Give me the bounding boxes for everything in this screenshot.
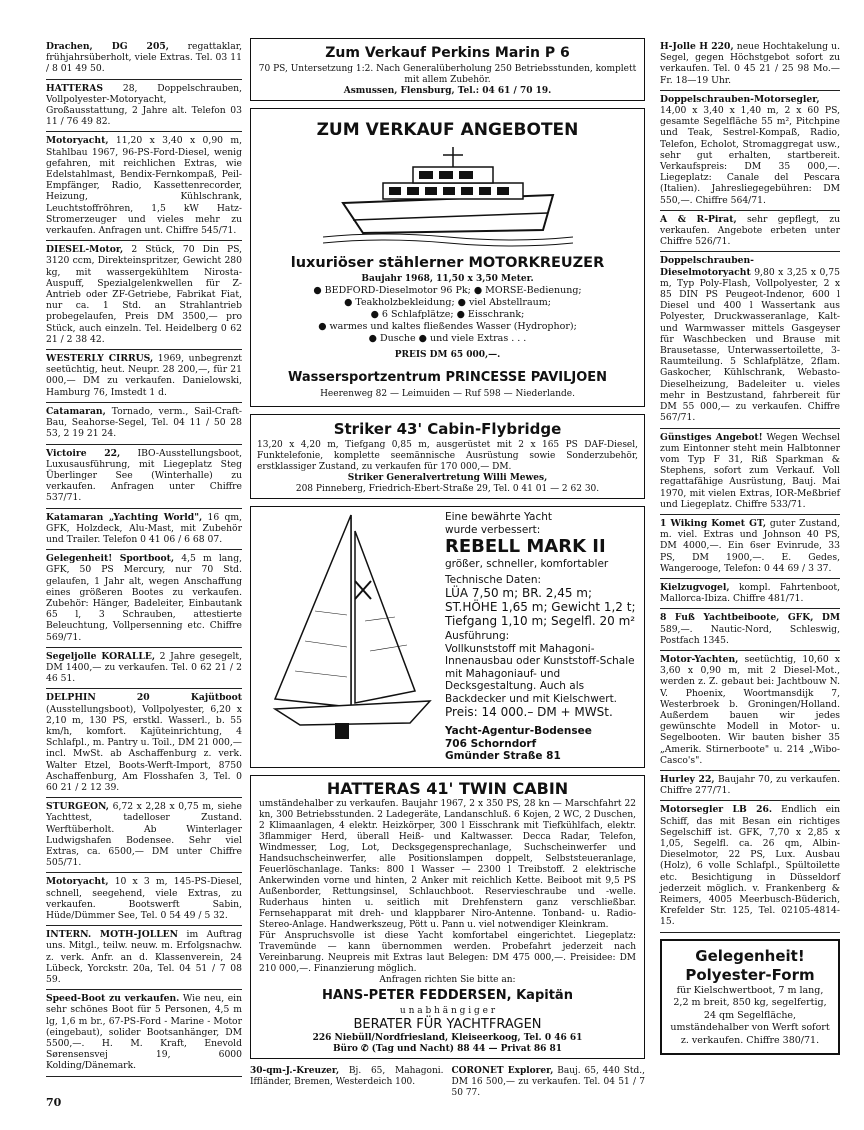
rebell-data-head: Technische Daten: xyxy=(445,573,542,586)
left-column xyxy=(46,38,242,1077)
polyester-title: Polyester-Form xyxy=(685,965,815,984)
hatteras41-office: Büro ✆ (Tag und Nacht) 88 44 — Privat 86 81 xyxy=(332,1043,563,1054)
rebell-title: REBELL MARK II xyxy=(445,536,606,557)
ad-text: 589,—. Nautic-Nord, Schleswig, Postfach 1345. xyxy=(660,623,840,646)
feature-line: ● Teakholzbekleidung; ● viel Abstellraum; xyxy=(344,297,551,308)
rebell-dealer: Gmünder Straße 81 xyxy=(445,750,561,762)
ad-lead: Motorsegler LB 26. xyxy=(660,804,773,816)
striker-title: Striker 43' Cabin-Flybridge xyxy=(333,420,562,438)
ad-text: Wegen Wechsel zum Eintonner steht mein Halbtonner vom Typ F 31, Riß Sparkman & Stephens, sofort zum Verkauf. Voll regattafähige Ausrüstung, Bauj. Mai 1970, mit vielen Extras, IOR-Meßbrief und Liegeplatz. Chiffre 533/71. xyxy=(660,431,840,510)
polyester-body: für Kielschwertboot, 7 m lang, 2,2 m breit, 850 kg, segelfertig, 24 qm Segelfläche, umständehalber von Werft sofort z. verkaufen. Chiffre 380/71. xyxy=(670,984,830,1046)
classified-ad xyxy=(46,798,242,873)
ad-lead: Günstiges Angebot! xyxy=(660,431,763,443)
ad-lead: Doppelschrauben-Dieselmotoryacht xyxy=(660,255,754,278)
ad-text: 11,20 x 3,40 x 0,90 m, Stahlbau 1967, 96-PS-Ford-Diesel, wenig gefahren, mit reichlichen Extras, wie Edelstahlmast, Bendix-Fernkompaß, Peil-Empfänger, Radio, Kassettenrecorder, Heizung, Kühlschrank, Leuchtstoffröhren, 1,5 kW Hatz-Stromerzeuger und vieles mehr zu verkaufen. Anfragen unt. Chiffre 545/71. xyxy=(46,135,243,237)
motorkreuzer-header: ZUM VERKAUF ANGEBOTEN xyxy=(316,120,579,140)
ad-text: Endlich ein Schiff, das mit Besan ein richtiges Segelschiff ist. GFK, 7,70 x 2,85 x 1,05, Segelfl. ca. 26 qm, Albin-Dieselmotor, 22 PS, Lux. Ausbau (Holz), 6 volle Schlafpl., Spültoilette etc. Besichtigung in Düsseldorf jederzeit möglich. v. Frankenberg & Reimers, 4005 Meerbusch-Büderich, Krefelder Str. 125, Tel. 02105-4814-15. xyxy=(660,804,840,928)
classified-ad xyxy=(46,445,242,509)
classified-ad xyxy=(46,990,242,1076)
ad-text: (Ausstellungsboot), Vollpolyester, 6,20 x 2,10 m, 130 PS, erstkl. Wasserl., b. 55 km/h, komfort. Kajüteinrichtung, 4 Schlafpl., m. Pantry u. Toil., DM 21 000,— incl. MwSt. ab Aschaffenburg z. verk. Walter Etzel, Boots-Werft-Import, 8750 Aschaffenburg, Am Flosshafen 3, Tel. 0 60 21 / 2 12 39. xyxy=(46,703,242,793)
hatteras41-body: umständehalber zu verkaufen. Baujahr 1967, 2 x 350 PS, 28 kn — Marschfahrt 22 kn, 300 Betriebsstunden. 2 Ladegeräte, Landanschluß. 6 Kojen, 2 WC, 2 Duschen, 2 Klimaanlagen, 4 elektr. Heizkörper, 300 l Eisschrank mit Tiefkühlfach, elektr. 3flammiger Herd, überall Heiß- und Kaltwasser. Decca Radar, Telefon, Windmesser, Log, Lot, Decksgegensprechanlage, Suchscheinwerfer und Handsuchscheinwerfer, alle Positionslampen doppelt, Selbststeueranlage, Feuerlöschanlage. Tanks: 800 l Wasser — 2300 l Treibstoff. 2 elektrische Ankerwinden vorne und hinten, 2 Anker mit reichlich Kette. Beiboot mit 9,5 PS Außenborder, Rettungsinsel, Schlauchboot. Reservieschraube und -welle. Ruderhaus hinten u. seitlich mit Drehfenstern ganz verschließbar. Fernsehapparat mit dreh- und klappbarer Niro-Antenne. Tonband- u. Radio-Stereo-Anlage. Handwerkszeug, Pött u. Pann u. viel notwendiger Kleinkram. xyxy=(259,798,636,930)
ad-lead: DIESEL-Motor, xyxy=(46,244,124,256)
rebell-dealer: Yacht-Agentur-Bodensee xyxy=(445,725,592,737)
ad-text: IBO-Ausstellungsboot, Luxusausführung, mit Liegeplatz Steg Überlinger See (Winterhalle) zu verkaufen. Anfragen unter Chiffre 537/71. xyxy=(46,447,242,504)
classified-ad xyxy=(250,1066,444,1099)
rebell-data: Tiefgang 1,10 m; Segelfl. 20 m² xyxy=(445,614,636,628)
perkins-title: Zum Verkauf Perkins Marin P 6 xyxy=(325,45,570,61)
ad-text: im Auftrag uns. Mitgl., teilw. neuw. m. Erfolgsnachw. z. verk. Anfr. an d. Klassenverein, 24 Lübeck, Yorckstr. 20a, Tel. 04 51 / 7 08 59. xyxy=(46,929,242,986)
ad-lead: Gelegenheit! Sportboot, xyxy=(46,553,175,565)
ad-lead: Motor-Yachten, xyxy=(660,653,739,665)
motorkreuzer-sub: Baujahr 1968, 11,50 x 3,50 Meter. xyxy=(361,274,534,284)
ad-lead: Hurley 22, xyxy=(660,773,715,785)
ad-lead: 8 Fuß Yachtbeiboote, GFK, DM xyxy=(660,612,840,624)
rebell-text xyxy=(441,511,640,763)
striker-rep: Striker Generalvertretung Willi Mewes, xyxy=(347,473,548,483)
ad-lead: INTERN. MOTH-JOLLEN xyxy=(46,929,179,941)
motorkreuzer-dealer: Wassersportzentrum PRINCESSE PAVILJOEN xyxy=(287,370,608,385)
hatteras41-spaced: u n a b h ä n g i g e r xyxy=(399,1005,496,1016)
classified-ad xyxy=(46,509,242,551)
rebell-ad xyxy=(250,506,645,768)
classified-ad xyxy=(660,429,840,515)
striker-body: 13,20 x 4,20 m, Tiefgang 0,85 m, ausgerüstet mit 2 x 165 PS DAF-Diesel, Funktelefonie, komplette seemännische Ausrüstung sowie Sonderzubehör, erstklassiger Zustand, zu verkaufen für 170 000,— DM. xyxy=(257,440,638,472)
classified-ad xyxy=(660,609,840,651)
rebell-price: Preis: 14 000.– DM + MWSt. xyxy=(445,705,613,719)
ad-text: Tornado, verm., Sail-Craft-Bau, Seahorse-Segel, Tel. 04 11 / 50 28 53, 2 19 21 24. xyxy=(46,405,243,440)
ad-text: 6,72 x 2,28 x 0,75 m, siehe Yachttest, tadelloser Zustand. Werftüberholt. Ab Winterlager Ludwigshafen Bodensee. Sehr viel Extras, ca. 6500,— DM unter Chiffre 505/71. xyxy=(46,801,242,869)
ad-lead: Doppelschrauben-Motorsegler, xyxy=(660,93,820,105)
feature-line: ● Dusche ● und viele Extras . . . xyxy=(368,333,527,344)
hatteras41-title: HATTERAS 41' TWIN CABIN xyxy=(326,778,569,798)
motorkreuzer-address: Heerenweg 82 — Leimuiden — Ruf 598 — Niederlande. xyxy=(320,389,575,399)
ad-text: 16 qm, GFK, Holzdeck, Alu-Mast, mit Zubehör und Trailer. Telefon 0 41 06 / 6 68 07. xyxy=(46,511,243,545)
ad-text: 9,80 x 3,25 x 0,75 m, Typ Poly-Flash, Vollpolyester, 2 x 85 DIN PS Peugeot-Indenor, 600 l Diesel und 400 l Wassertank aus Polyester, Druckwasseranlage, Kalt- und Warmwasser mittels Gasgeyser für Waschbecken und Brause mit Brausetasse, Unterwassertoilette, 3-Raumteilung. 5 Schlafplätze, 2flam. Gaskocher, Kühlschrank, Webasto-Dieselheizung, Badeleiter u. vieles mehr in Bestzustand, fahrbereit für DM 55 000,— zu verkaufen. Chiffre 567/71. xyxy=(660,266,840,424)
ad-text: 28, Doppelschrauben, Vollpolyester-Motoryacht, Großausstattung, 2 Jahre alt. Telefon 03 11 / 76 49 82. xyxy=(46,82,242,128)
page-number: 70 xyxy=(46,1096,62,1109)
ad-text: sehr gepflegt, zu verkaufen. Angebote erbeten unter Chiffre 526/71. xyxy=(660,213,841,248)
classified-ad xyxy=(660,211,840,253)
ad-lead: HATTERAS xyxy=(46,82,104,94)
ad-lead: Kielzugvogel, xyxy=(660,581,730,593)
rebell-ausf: Vollkunststoff mit Mahagoni-Innenausbau oder Kunststoff-Schale mit Mahagoniauf- und Decksgestaltung. Auch als Backdecker und mit Kielschwert. xyxy=(445,642,635,705)
ad-lead: Catamaran, xyxy=(46,405,106,417)
ad-lead: DELPHIN 20 Kajütboot xyxy=(46,692,242,704)
ad-lead: WESTERLY CIRRUS, xyxy=(46,353,154,365)
ad-lead: H-Jolle H 220, xyxy=(660,41,734,52)
hatteras41-ad xyxy=(250,775,645,1059)
classified-ad xyxy=(46,80,242,133)
polyester-ad xyxy=(660,939,840,1056)
ad-text: Wie neu, ein sehr schönes Boot für 5 Personen, 4,5 m lg, 1,6 m br., 67-PS-Ford - Marine - Motor (eingebaut), solider Bootsanhänger, DM 5500,—. H. M. Kraft, Enevold Sørensensvej 19, 6000 Kolding/Dänemark. xyxy=(46,993,243,1072)
ad-text: 1969, unbegrenzt seetüchtig, heut. Neupr. 28 200,—, für 21 000,— DM zu verkaufen. Danielowski, Hamburg 76, Imstedt 1 d. xyxy=(46,353,242,398)
classified-ad xyxy=(660,801,840,932)
hatteras41-firm: BERATER FÜR YACHTFRAGEN xyxy=(353,1016,542,1032)
classified-ad xyxy=(46,132,242,241)
ad-lead: Speed-Boot zu verkaufen. xyxy=(46,993,180,1005)
hatteras41-body2: Für Anspruchsvolle ist diese Yacht komfortabel eingerichtet. Liegeplatz: Travemünde — kann übernommen werden. Probefahrt jederzeit nach Vereinbarung. Neupreis mit Extras laut Belegen: DM 475 000,—. Preisidee: DM 210 000,—. Finanzierung möglich. xyxy=(259,930,636,974)
ad-text: 10 x 3 m, 145-PS-Diesel, schnell, seegehend, viele Extras, zu verkaufen. Bootswerft Sabin, Hüde/Dümmer See, Tel. 0 54 49 / 5 32. xyxy=(46,876,243,922)
ad-lead: A & R-Pirat, xyxy=(660,213,737,225)
ad-text: 14,00 x 3,40 x 1,40 m, 2 x 60 PS, gesamte Segelfläche 55 m², Pitchpine und Teak, Sestrel-Kompaß, Radio, Telefon, Echolot, Stromaggregat usw., sehr gut erhalten, startbereit. Verkaufspreis: DM 35 000,—. Liegeplatz: Canale del Pescara (Italien). Jahresliegegebühren: DM 550,—. Chiffre 564/71. xyxy=(660,105,840,206)
perkins-sign: Asmussen, Flensburg, Tel.: 04 61 / 70 19. xyxy=(343,86,552,96)
ad-lead: CORONET Explorer, xyxy=(451,1065,554,1076)
rebell-intro: Eine bewährte Yacht xyxy=(445,511,552,523)
classified-ad xyxy=(660,91,840,211)
ad-lead: Motoryacht, xyxy=(46,135,109,147)
perkins-body: 70 PS, Untersetzung 1:2. Nach Generalüberholung 250 Betriebsstunden, komplett mit allem Zubehör. xyxy=(258,64,637,85)
classified-ad xyxy=(660,771,840,801)
classified-ad xyxy=(46,648,242,690)
striker-ad xyxy=(250,414,645,499)
ad-lead: Segeljolle KORALLE, xyxy=(46,650,156,662)
ad-text: Baujahr 70, zu verkaufen. Chiffre 277/71. xyxy=(660,773,840,797)
perkins-ad xyxy=(250,38,645,101)
feature-line: ● BEDFORD-Dieselmotor 96 Pk; ● MORSE-Bedienung; xyxy=(313,285,582,296)
ad-lead: Victoire 22, xyxy=(46,447,121,459)
feature-line: ● warmes und kaltes fließendes Wasser (Hydrophor); xyxy=(318,321,577,332)
right-column xyxy=(660,38,840,1055)
classified-ad xyxy=(452,1066,646,1099)
rebell-ausf-head: Ausführung: xyxy=(445,630,510,642)
striker-address: 208 Pinneberg, Friedrich-Ebert-Straße 29, Tel. 0 41 01 — 2 62 30. xyxy=(295,484,600,494)
rebell-data: ST.HÖHE 1,65 m; Gewicht 1,2 t; xyxy=(445,600,636,614)
motorkreuzer-ad xyxy=(250,108,645,407)
polyester-title: Gelegenheit! xyxy=(695,946,805,965)
ad-text: Bauj. 65, 440 Std., DM 16 500,— zu verkaufen. Tel. 04 51 / 7 50 77. xyxy=(451,1065,645,1098)
classified-ad xyxy=(46,550,242,648)
ad-lead: 30-qm-J.-Kreuzer, xyxy=(250,1065,340,1076)
motorkreuzer-price: PREIS DM 65 000,—. xyxy=(394,350,501,360)
ad-text: 2 Jahre gesegelt, DM 1400,— zu verkaufen. Tel. 0 62 21 / 2 46 51. xyxy=(46,650,243,685)
classified-ad xyxy=(46,403,242,445)
hatteras41-contact: Anfragen richten Sie bitte an: xyxy=(379,974,516,985)
ad-text: seetüchtig, 10,60 x 3,60 x 0,90 m, mit 2 Diesel-Mot., werden z. Z. gebaut bei: Jachtbouw N. V. Phoenix, Woortmansdijk 7, Westerbroek b. Groningen/Holland. Außerdem bauen wir jedes gewünschte Modell in Motor- u. Segelbooten. Wir bauten bisher 35 „Amerik. Stirnerboote" u. 214 „Wibo-Casco's". xyxy=(660,653,840,766)
classified-ad xyxy=(46,873,242,926)
motor-cruiser-illustration xyxy=(323,145,573,250)
ad-lead: STURGEON, xyxy=(46,801,109,813)
ad-text: 2 Stück, 70 Din PS, 3120 ccm, Direkteinspritzer, Gewicht 280 kg, mit wassergekühltem Nirosta-Auspuff, Spezialgelenkwellen für Z-Antrieb oder ZF-Getriebe, Fabrikat Fiat, nur ca. 1 Std. an Strahlantrieb probegelaufen, Preis DM 3500,— pro Stück, auch einzeln. Tel. Heidelberg 0 62 21 / 2 38 42. xyxy=(46,244,243,345)
ad-text: Bj. 65, Mahagoni. Iffländer, Bremen, Westerdeich 100. xyxy=(250,1065,444,1087)
classified-ad xyxy=(660,579,840,609)
motorkreuzer-title: luxuriöser stählerner MOTORKREUZER xyxy=(290,255,605,271)
classified-ad xyxy=(660,252,840,428)
ad-lead: Drachen, DG 205, xyxy=(46,41,169,52)
rebell-intro: wurde verbessert: xyxy=(445,523,541,536)
ad-text: 4,5 m lang, GFK, 50 PS Mercury, nur 70 Std. gelaufen, 1 Jahr alt, wegen Anschaffung eines größeren Bootes zu verkaufen. Zubehör: Hänger, Badeleiter, Einbautank 65 l, 3 Schrauben, attestierte Beleuchtung, Vollpersenning etc. Chiffre 569/71. xyxy=(46,553,242,643)
center-column xyxy=(250,38,645,1099)
hatteras41-address: 226 Niebüll/Nordfriesland, Kleiseerkoog, Tel. 0 46 61 xyxy=(312,1032,583,1043)
hatteras41-name: HANS-PETER FEDDERSEN, Kapitän xyxy=(322,987,573,1003)
ad-text: kompl. Fahrtenboot, Mallorca-Ibiza. Chiffre 481/71. xyxy=(660,581,840,605)
classified-ad xyxy=(46,241,242,350)
ad-lead: Motoryacht, xyxy=(46,876,109,888)
ad-lead: Katamaran „Yachting World", xyxy=(46,511,203,523)
sailboat-illustration xyxy=(255,511,441,746)
feature-line: ● 6 Schlafplätze; ● Eisschrank; xyxy=(370,309,525,320)
classified-ad xyxy=(660,515,840,579)
ad-text: neue Hochtakelung u. Segel, gegen Höchstgebot sofort zu verkaufen. Tel. 0 45 21 / 25 98 Mo.—Fr. 18—19 Uhr. xyxy=(660,41,841,86)
classified-ad xyxy=(660,651,840,771)
bottom-row xyxy=(250,1066,645,1099)
classified-ad xyxy=(46,38,242,80)
classified-ad xyxy=(46,926,242,990)
classified-ad xyxy=(46,350,242,403)
ad-text: guter Zustand, m. viel. Extras und Johnson 40 PS, DM 4000,—. Ein 6ser Evinrude, 33 PS, DM 1900,—. E. Gedes, Wangerooge, Telefon: 0 44 69 / 3 37. xyxy=(660,517,840,574)
ad-lead: 1 Wiking Komet GT, xyxy=(660,517,767,529)
rebell-data: LÜA 7,50 m; BR. 2,45 m; xyxy=(445,586,593,600)
classified-ad xyxy=(660,38,840,91)
rebell-dealer: 706 Schorndorf xyxy=(445,737,537,750)
rebell-tagline: größer, schneller, komfortabler xyxy=(445,558,609,570)
classified-ad xyxy=(46,689,242,798)
ad-text: regattaklar, frühjahrsüberholt, viele Extras. Tel. 03 11 / 8 01 49 50. xyxy=(46,41,242,75)
